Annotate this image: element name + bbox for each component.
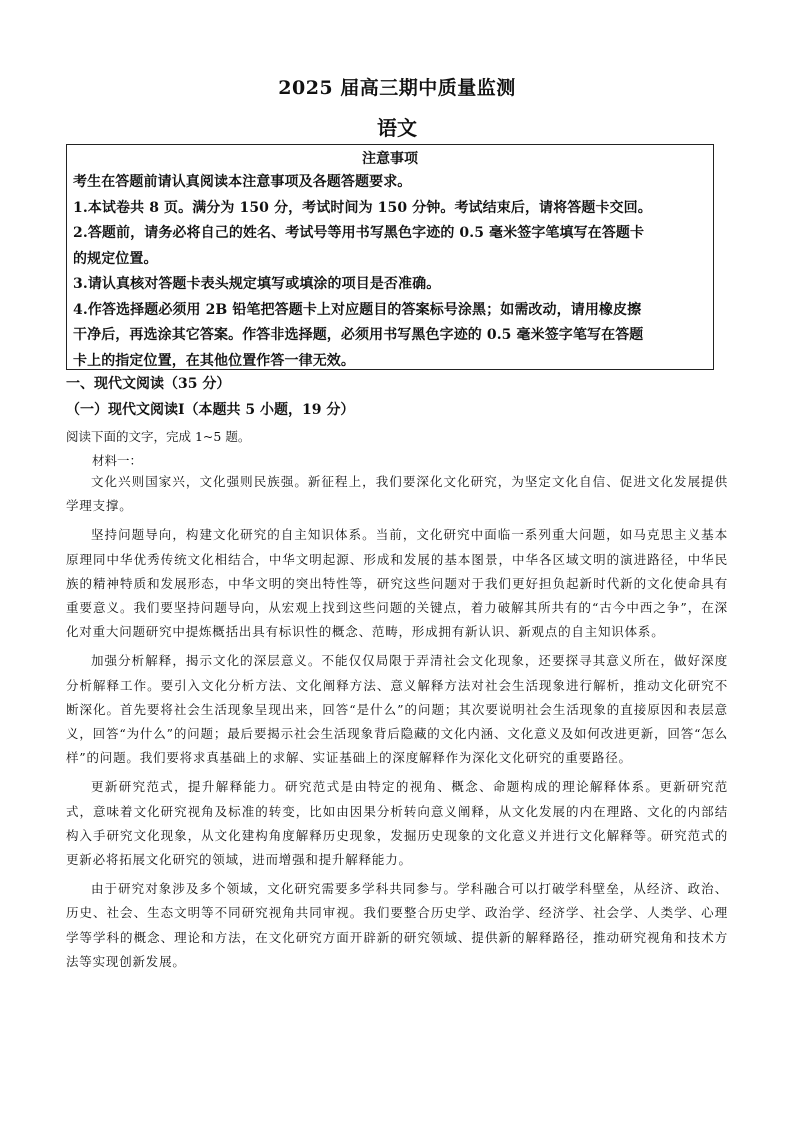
paragraph: 由于研究对象涉及多个领域，文化研究需要多学科共同参与。学科融合可以打破学科壁垒，从经济、政治、历史、社会、生态文明等不同研究视角共同审视。我们要整合历史学、政治学、经济学、社会学、人类学、心理学等学科的概念、理论和方法，在文化研究方面开辟新的研究领域、提供新的解释路径，推动研究视角和技术方法等实现创新发展。	[66, 881, 728, 969]
exam-title: 2025 届高三期中质量监测	[278, 77, 516, 99]
material-label: 材料一：	[92, 453, 143, 468]
reading-instruction: 阅读下面的文字，完成 1~5 题。	[66, 429, 251, 444]
notice-line: 4.作答选择题必须用 2B 铅笔把答题卡上对应题目的答案标号涂黑；如需改动，请用橡皮擦	[73, 301, 642, 318]
notice-line: 3.请认真核对答题卡表头规定填写或填涂的项目是否准确。	[73, 276, 441, 292]
paragraph: 坚持问题导向，构建文化研究的自主知识体系。当前，文化研究中面临一系列重大问题，如马克思主义基本原理同中华优秀传统文化相结合，中华文明起源、形成和发展的基本图景，中华各区域文明的演进路径，中华民族的精神特质和发展形态，中华文明的突出特性等，研究这些问题对于我们更好担负起新时代新的文化使命具有重要意义。我们要坚持问题导向，从宏观上找到这些问题的关键点，着力破解其所共有的“古今中西之争”，在深化对重大问题研究中提炼概括出具有标识性的概念、范畴，形成拥有新认识、新观点的自主知识体系。	[66, 527, 728, 640]
notice-line: 的规定位置。	[73, 250, 158, 267]
material-body	[66, 470, 728, 979]
notice-line: 卡上的指定位置，在其他位置作答一律无效。	[73, 352, 355, 369]
paragraph: 文化兴则国家兴，文化强则民族强。新征程上，我们要深化文化研究，为坚定文化自信、促进文化发展提供学理支撑。	[66, 474, 728, 514]
section-subheading: （一）现代文阅读Ⅰ（本题共 5 小题，19 分）	[66, 402, 355, 418]
notice-line: 干净后，再选涂其它答案。作答非选择题，必须用书写黑色字迹的 0.5 毫米签字笔写在答题	[73, 327, 644, 343]
notice-line: 考生在答题前请认真阅读本注意事项及各题答题要求。	[73, 174, 412, 190]
section-heading: 一、现代文阅读（35 分）	[66, 376, 231, 392]
notice-title: 注意事项	[362, 151, 418, 167]
notice-box	[66, 144, 714, 370]
paragraph: 更新研究范式，提升解释能力。研究范式是由特定的视角、概念、命题构成的理论解释体系。更新研究范式，意味着文化研究视角及标准的转变，比如由因果分析转向意义阐释，从文化发展的内在理路、文化的内部结构入手研究文化现象，从文化建构角度解释历史现象，发掘历史现象的文化意义并进行文化解释等。研究范式的更新必将拓展文化研究的领域，进而增强和提升解释能力。	[66, 779, 728, 868]
subject-title: 语文	[377, 116, 417, 140]
notice-line: 1.本试卷共 8 页。满分为 150 分，考试时间为 150 分钟。考试结束后，请将答题卡交回。	[73, 199, 652, 216]
notice-line: 2.答题前，请务必将自己的姓名、考试号等用书写黑色字迹的 0.5 毫米签字笔填写在答题卡	[73, 225, 645, 241]
paragraph: 加强分析解释，揭示文化的深层意义。不能仅仅局限于弄清社会文化现象，还要探寻其意义所在，做好深度分析解释工作。要引入文化分析方法、文化阐释方法、意义解释方法对社会生活现象进行解析，推动文化研究不断深化。首先要将社会生活现象呈现出来，回答“是什么”的问题；其次要说明社会生活现象的直接原因和表层意义，回答“为什么”的问题；最后要揭示社会生活现象背后隐藏的文化内涵、文化意义及如何改进更新，回答“怎么样”的问题。我们要将求真基础上的求解、实证基础上的深度解释作为深化文化研究的重要路径。	[66, 653, 728, 766]
